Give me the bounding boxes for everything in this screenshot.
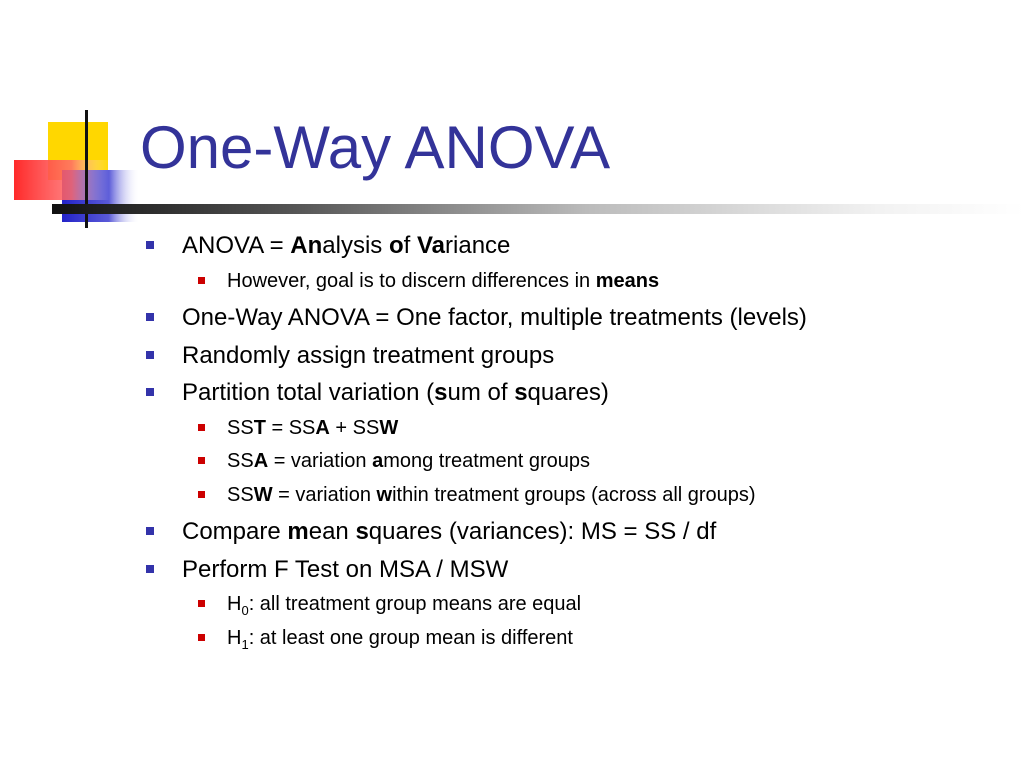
subbullet-marker [198, 457, 205, 464]
text: SS [227, 417, 254, 439]
bullet-random-assign [182, 342, 554, 370]
subbullet-marker [198, 634, 205, 641]
bullet-marker [146, 351, 154, 359]
text-bold: s [355, 518, 369, 545]
text-bold: m [287, 518, 309, 545]
text-bold: T [253, 417, 266, 439]
subbullet-sst [227, 417, 398, 440]
text: One-Way ANOVA = One factor, multiple treatments (levels) [182, 304, 807, 331]
subbullet-marker [198, 491, 205, 498]
text: Randomly assign treatment groups [182, 342, 555, 369]
text: ean [308, 518, 356, 545]
subbullet-h0 [227, 593, 581, 616]
subbullet-ssa [227, 450, 590, 473]
subbullet-marker [198, 424, 205, 431]
text: riance [445, 232, 511, 259]
text: H [227, 627, 242, 649]
text: = variation [268, 450, 373, 472]
bullet-partition-variation [182, 379, 609, 407]
bullet-marker [146, 388, 154, 396]
slide-title: One-Way ANOVA [140, 114, 611, 181]
text: quares) [527, 379, 609, 406]
text-bold: W [379, 417, 399, 439]
bullet-marker [146, 313, 154, 321]
text-bold: o [388, 232, 404, 259]
text: quares (variances): MS = SS / df [368, 518, 717, 545]
bullet-marker [146, 565, 154, 573]
subscript: 0 [241, 603, 249, 618]
text: = variation [272, 484, 377, 506]
subbullet-goal-means [227, 270, 659, 293]
text: mong treatment groups [383, 450, 590, 472]
bullet-marker [146, 241, 154, 249]
text-bold: An [290, 232, 323, 259]
text: SS [227, 450, 254, 472]
text: ithin treatment groups (across all groups) [392, 484, 756, 506]
text: ANOVA = [182, 232, 291, 259]
text: + SS [329, 417, 380, 439]
text: Compare [182, 518, 288, 545]
bullet-f-test [182, 556, 508, 584]
text-bold: W [253, 484, 273, 506]
subscript: 1 [241, 637, 249, 652]
bullet-anova-definition [182, 232, 510, 260]
subbullet-ssw [227, 484, 756, 507]
text-bold: means [595, 270, 660, 292]
bullet-one-way-definition [182, 304, 807, 332]
text: Perform F Test on MSA / MSW [182, 556, 509, 583]
text-bold: A [315, 417, 330, 439]
text-bold: s [434, 379, 448, 406]
text-bold: Va [416, 232, 446, 259]
text: : all treatment group means are equal [248, 593, 582, 615]
text: Partition total variation ( [182, 379, 435, 406]
text: SS [227, 484, 254, 506]
text: H [227, 593, 242, 615]
text-bold: A [253, 450, 269, 472]
text: alysis [322, 232, 389, 259]
subbullet-marker [198, 277, 205, 284]
text: : at least one group mean is different [248, 627, 573, 649]
text: However, goal is to discern differences in [227, 270, 596, 292]
text-bold: w [376, 484, 393, 506]
subbullet-marker [198, 600, 205, 607]
text-bold: s [514, 379, 528, 406]
subbullet-h1 [227, 627, 573, 650]
text-bold: a [372, 450, 384, 472]
text: f [403, 232, 417, 259]
bullet-marker [146, 527, 154, 535]
text: um of [447, 379, 515, 406]
text: = SS [265, 417, 316, 439]
bullet-compare-mean-squares [182, 518, 716, 546]
